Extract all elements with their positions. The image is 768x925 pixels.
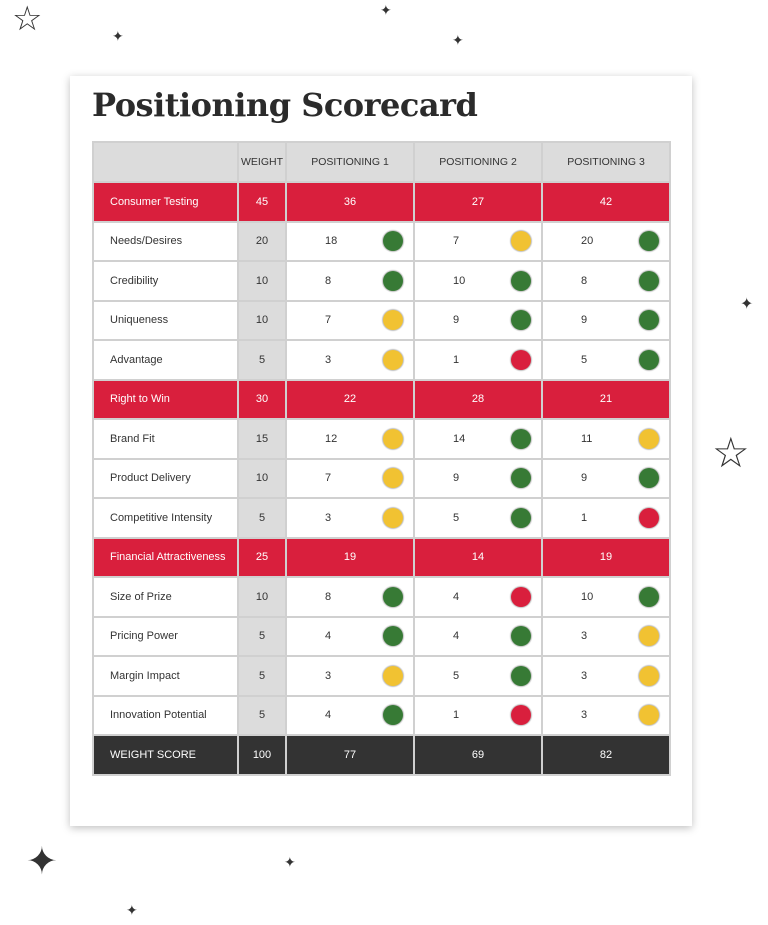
score-value: 3 bbox=[581, 669, 588, 682]
score-value: 12 bbox=[325, 432, 338, 445]
row-label: Margin Impact bbox=[93, 656, 238, 696]
row-label: Advantage bbox=[93, 340, 238, 380]
row-label: WEIGHT SCORE bbox=[93, 735, 238, 775]
score-cell bbox=[414, 459, 542, 499]
row-label: Uniqueness bbox=[93, 301, 238, 341]
score-value: 1 bbox=[453, 709, 460, 722]
sparkle-icon: ✦ bbox=[380, 3, 392, 19]
row-weight: 25 bbox=[238, 538, 286, 578]
score-cell bbox=[542, 617, 670, 657]
status-yellow-icon bbox=[383, 310, 403, 330]
row-weight: 5 bbox=[238, 696, 286, 736]
score-total: 22 bbox=[286, 380, 414, 420]
status-green-icon bbox=[511, 429, 531, 449]
status-green-icon bbox=[511, 626, 531, 646]
section-row bbox=[93, 538, 670, 578]
score-cell bbox=[286, 222, 414, 262]
status-green-icon bbox=[383, 587, 403, 607]
status-green-icon bbox=[511, 468, 531, 488]
status-green-icon bbox=[511, 310, 531, 330]
row-label: Competitive Intensity bbox=[93, 498, 238, 538]
score-cell bbox=[414, 261, 542, 301]
score-value: 5 bbox=[453, 511, 460, 524]
score-total: 14 bbox=[414, 538, 542, 578]
row-label: Needs/Desires bbox=[93, 222, 238, 262]
score-cell bbox=[414, 498, 542, 538]
score-cell bbox=[542, 459, 670, 499]
score-value: 3 bbox=[325, 511, 332, 524]
score-value: 9 bbox=[453, 472, 460, 485]
status-green-icon bbox=[383, 705, 403, 725]
row-label: Financial Attractiveness bbox=[93, 538, 238, 578]
header-weight: WEIGHT bbox=[238, 142, 286, 182]
score-cell bbox=[414, 656, 542, 696]
status-yellow-icon bbox=[383, 468, 403, 488]
table-row bbox=[93, 419, 670, 459]
score-total: 28 bbox=[414, 380, 542, 420]
header-positioning-2: POSITIONING 2 bbox=[414, 142, 542, 182]
score-cell bbox=[542, 301, 670, 341]
score-value: 10 bbox=[581, 590, 594, 603]
row-label: Brand Fit bbox=[93, 419, 238, 459]
section-row bbox=[93, 182, 670, 222]
score-cell bbox=[286, 261, 414, 301]
total-row bbox=[93, 735, 670, 775]
row-label: Pricing Power bbox=[93, 617, 238, 657]
score-cell bbox=[414, 577, 542, 617]
table-row bbox=[93, 340, 670, 380]
score-cell bbox=[286, 459, 414, 499]
score-cell bbox=[286, 696, 414, 736]
row-weight: 5 bbox=[238, 340, 286, 380]
status-yellow-icon bbox=[639, 626, 659, 646]
score-cell bbox=[542, 340, 670, 380]
status-green-icon bbox=[511, 271, 531, 291]
score-cell bbox=[542, 498, 670, 538]
score-value: 14 bbox=[453, 432, 466, 445]
score-total: 42 bbox=[542, 182, 670, 222]
sparkle-icon: ☆ bbox=[12, 0, 43, 39]
status-green-icon bbox=[639, 350, 659, 370]
row-label: Right to Win bbox=[93, 380, 238, 420]
sparkle-icon: ✦ bbox=[452, 33, 464, 49]
row-weight: 30 bbox=[238, 380, 286, 420]
row-weight: 15 bbox=[238, 419, 286, 459]
header-row bbox=[93, 142, 670, 182]
score-value: 1 bbox=[581, 511, 588, 524]
score-value: 4 bbox=[325, 630, 332, 643]
table-row bbox=[93, 459, 670, 499]
status-red-icon bbox=[511, 705, 531, 725]
status-green-icon bbox=[511, 666, 531, 686]
status-green-icon bbox=[383, 271, 403, 291]
table-row bbox=[93, 656, 670, 696]
table-row bbox=[93, 617, 670, 657]
row-label: Credibility bbox=[93, 261, 238, 301]
status-green-icon bbox=[511, 508, 531, 528]
row-label: Innovation Potential bbox=[93, 696, 238, 736]
score-cell bbox=[542, 577, 670, 617]
row-label: Product Delivery bbox=[93, 459, 238, 499]
score-total: 77 bbox=[286, 735, 414, 775]
score-value: 10 bbox=[453, 274, 466, 287]
row-weight: 5 bbox=[238, 498, 286, 538]
table-row bbox=[93, 577, 670, 617]
sparkle-icon: ✦ bbox=[126, 903, 138, 919]
score-value: 8 bbox=[581, 274, 588, 287]
row-weight: 10 bbox=[238, 577, 286, 617]
score-value: 1 bbox=[453, 353, 460, 366]
status-yellow-icon bbox=[639, 705, 659, 725]
status-green-icon bbox=[639, 587, 659, 607]
status-yellow-icon bbox=[639, 429, 659, 449]
score-total: 82 bbox=[542, 735, 670, 775]
status-yellow-icon bbox=[383, 350, 403, 370]
score-cell bbox=[414, 301, 542, 341]
row-weight: 100 bbox=[238, 735, 286, 775]
row-weight: 10 bbox=[238, 459, 286, 499]
status-green-icon bbox=[639, 310, 659, 330]
score-value: 11 bbox=[581, 432, 593, 445]
score-total: 19 bbox=[286, 538, 414, 578]
row-weight: 5 bbox=[238, 656, 286, 696]
score-cell bbox=[414, 419, 542, 459]
row-weight: 10 bbox=[238, 261, 286, 301]
scorecard-table bbox=[92, 141, 671, 776]
status-green-icon bbox=[639, 271, 659, 291]
score-cell bbox=[414, 617, 542, 657]
sparkle-icon: ✦ bbox=[740, 294, 754, 313]
row-label: Consumer Testing bbox=[93, 182, 238, 222]
page-title: Positioning Scorecard bbox=[92, 86, 478, 124]
score-cell bbox=[286, 419, 414, 459]
score-cell bbox=[414, 696, 542, 736]
score-cell bbox=[286, 577, 414, 617]
score-value: 7 bbox=[325, 314, 332, 327]
score-value: 9 bbox=[581, 472, 588, 485]
scorecard-card bbox=[70, 76, 692, 826]
status-green-icon bbox=[383, 231, 403, 251]
score-cell bbox=[542, 419, 670, 459]
score-cell bbox=[542, 261, 670, 301]
score-value: 4 bbox=[453, 630, 460, 643]
score-total: 19 bbox=[542, 538, 670, 578]
score-value: 9 bbox=[453, 314, 460, 327]
header-label bbox=[93, 142, 238, 182]
header-positioning-3: POSITIONING 3 bbox=[542, 142, 670, 182]
row-weight: 45 bbox=[238, 182, 286, 222]
score-value: 8 bbox=[325, 274, 332, 287]
score-cell bbox=[286, 656, 414, 696]
status-green-icon bbox=[383, 626, 403, 646]
status-green-icon bbox=[639, 231, 659, 251]
score-value: 20 bbox=[581, 235, 594, 248]
table-row bbox=[93, 301, 670, 341]
sparkle-icon: ✦ bbox=[26, 839, 58, 883]
score-total: 21 bbox=[542, 380, 670, 420]
sparkle-icon: ☆ bbox=[712, 428, 750, 477]
score-cell bbox=[542, 222, 670, 262]
row-weight: 20 bbox=[238, 222, 286, 262]
score-cell bbox=[286, 340, 414, 380]
score-total: 27 bbox=[414, 182, 542, 222]
score-value: 4 bbox=[325, 709, 332, 722]
section-row bbox=[93, 380, 670, 420]
score-value: 3 bbox=[581, 709, 588, 722]
status-red-icon bbox=[639, 508, 659, 528]
status-yellow-icon bbox=[383, 429, 403, 449]
score-value: 3 bbox=[325, 353, 332, 366]
status-red-icon bbox=[511, 587, 531, 607]
table-row bbox=[93, 498, 670, 538]
row-label: Size of Prize bbox=[93, 577, 238, 617]
score-value: 3 bbox=[581, 630, 588, 643]
score-value: 18 bbox=[325, 235, 338, 248]
status-yellow-icon bbox=[383, 508, 403, 528]
score-cell bbox=[414, 340, 542, 380]
table-row bbox=[93, 696, 670, 736]
status-green-icon bbox=[639, 468, 659, 488]
score-value: 5 bbox=[453, 669, 460, 682]
sparkle-icon: ✦ bbox=[284, 855, 296, 871]
score-value: 9 bbox=[581, 314, 588, 327]
score-cell bbox=[542, 656, 670, 696]
row-weight: 10 bbox=[238, 301, 286, 341]
status-yellow-icon bbox=[639, 666, 659, 686]
score-value: 7 bbox=[325, 472, 332, 485]
score-value: 4 bbox=[453, 590, 460, 603]
score-value: 3 bbox=[325, 669, 332, 682]
status-yellow-icon bbox=[511, 231, 531, 251]
score-total: 69 bbox=[414, 735, 542, 775]
table-row bbox=[93, 222, 670, 262]
score-value: 5 bbox=[581, 353, 588, 366]
score-cell bbox=[286, 301, 414, 341]
score-cell bbox=[414, 222, 542, 262]
score-value: 7 bbox=[453, 235, 460, 248]
sparkle-icon: ✦ bbox=[112, 29, 124, 45]
score-cell bbox=[286, 617, 414, 657]
status-yellow-icon bbox=[383, 666, 403, 686]
score-value: 8 bbox=[325, 590, 332, 603]
table-row bbox=[93, 261, 670, 301]
status-red-icon bbox=[511, 350, 531, 370]
header-positioning-1: POSITIONING 1 bbox=[286, 142, 414, 182]
score-cell bbox=[542, 696, 670, 736]
score-cell bbox=[286, 498, 414, 538]
row-weight: 5 bbox=[238, 617, 286, 657]
score-total: 36 bbox=[286, 182, 414, 222]
